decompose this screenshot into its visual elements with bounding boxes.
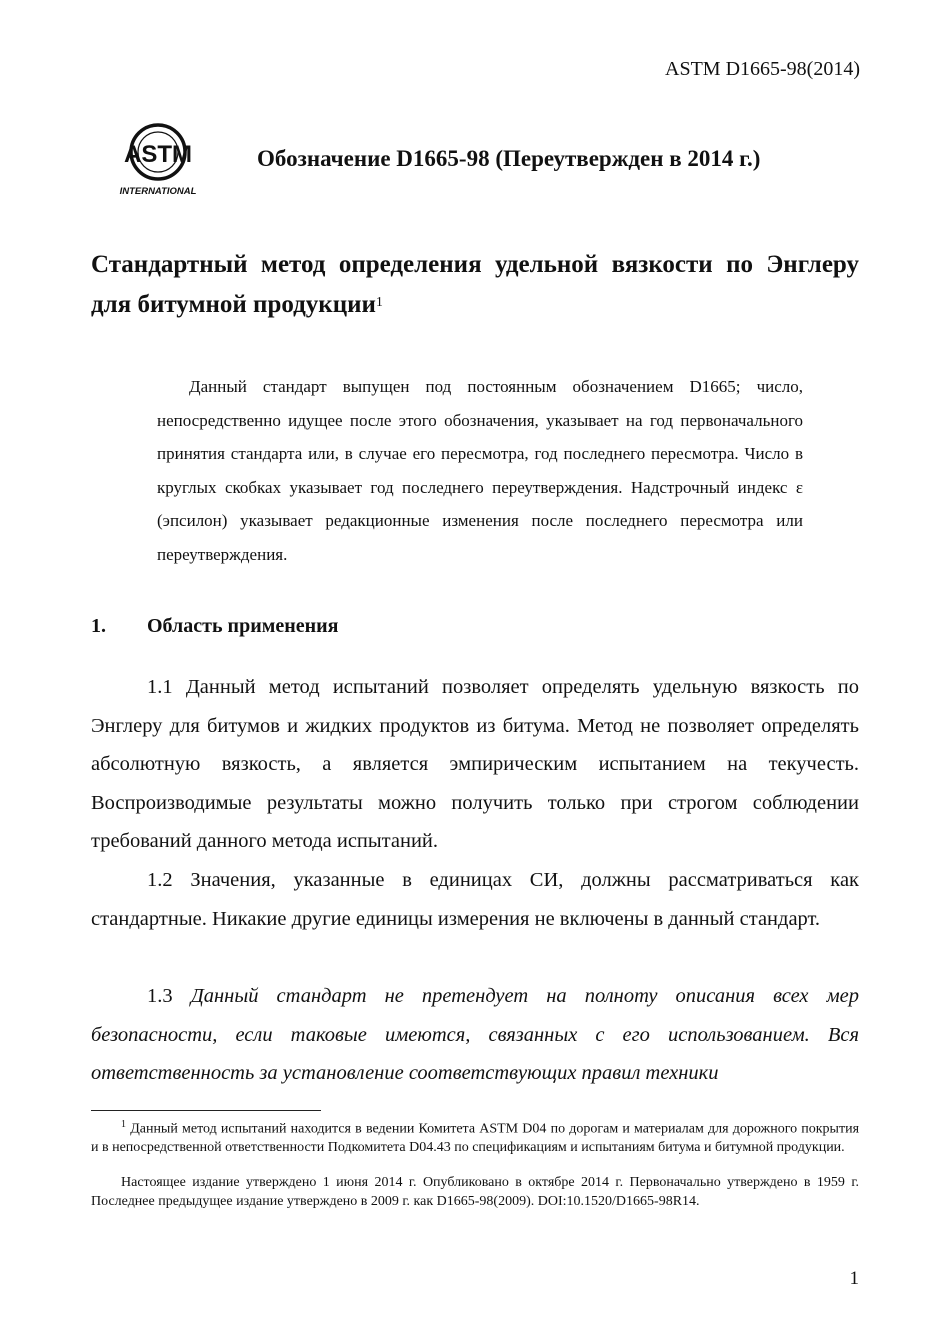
section-1-number: 1. [91,615,106,637]
standard-notice: Данный стандарт выпущен под постоянным обозначением D1665; число, непосредственно идущее после этого обозначения, указывает на год первоначального принятия стандарта или, в случае его пересмотра, год последнего пересмотра. Число в круглых скобках указывает год последнего переутверждения. Надстрочный индекс ε (эпсилон) указывает редакционные изменения после последнего пересмотра или переутверждения. [157,377,803,564]
footnote-1-text: Данный метод испытаний находится в ведении Комитета ASTM D04 по дорогам и материалам для дорожного покрытия и в непосредственной ответственности Подкомитета D04.43 по спецификациям и испытаниям битума и битумной продукции. [91,1121,860,1156]
astm-logo-icon [116,122,200,198]
paragraph-1-3 [91,977,859,1093]
paragraph-1-1-number: 1.1 [147,676,173,698]
paragraph-1-1 [91,668,859,861]
section-1-heading [91,615,339,638]
section-1-title: Область применения [147,615,339,637]
footnote-1 [91,1116,859,1158]
title-footnote-mark: 1 [375,295,383,310]
document-title [91,245,859,325]
footnote-divider [91,1110,321,1111]
paragraph-1-2-number: 1.2 [147,869,173,891]
astm-international-logo [116,122,200,198]
paragraph-1-1-text: Данный метод испытаний позволяет определять удельную вязкость по Энглеру для битумов и жидких продуктов из битума. Метод не позволяет определять абсолютную вязкость, а является эмпирическим испытанием на текучесть. Воспроизводимые результаты можно получить только при строгом соблюдении требований данного метода испытаний. [91,676,860,853]
document-title-text: Стандартный метод определения удельной вязкости по Энглеру для битумной продукции [91,251,859,318]
paragraph-1-2 [91,861,859,938]
paragraph-1-3-number: 1.3 [147,985,173,1007]
designation-heading: Обозначение D1665-98 (Переутвержден в 2014 г.) [257,146,761,171]
paragraph-1-2-text: Значения, указанные в единицах СИ, должны рассматриваться как стандартные. Никакие другие единицы измерения не включены в данный стандарт. [91,869,859,930]
logo-text-bottom: INTERNATIONAL [119,186,197,197]
footnote-1-mark: 1 [121,1119,126,1130]
footnote-edition-note: Настоящее издание утверждено 1 июня 2014 г. Опубликовано в октябре 2014 г. Первоначально утверждено в 1959 г. Последнее предыдущее издание утверждено в 2009 г. как D1665-98(2009). DOI:10.1520/D1665-98R14. [91,1175,859,1209]
page-number: 1 [849,1268,859,1289]
document-id-header: ASTM D1665-98(2014) [665,58,860,80]
logo-text-top: ASTM [124,141,192,168]
paragraph-1-3-text: Данный стандарт не претендует на полноту описания всех мер безопасности, если таковые имеются, связанных с его использованием. Вся ответственность за установление соответствующих правил техники [91,985,859,1085]
